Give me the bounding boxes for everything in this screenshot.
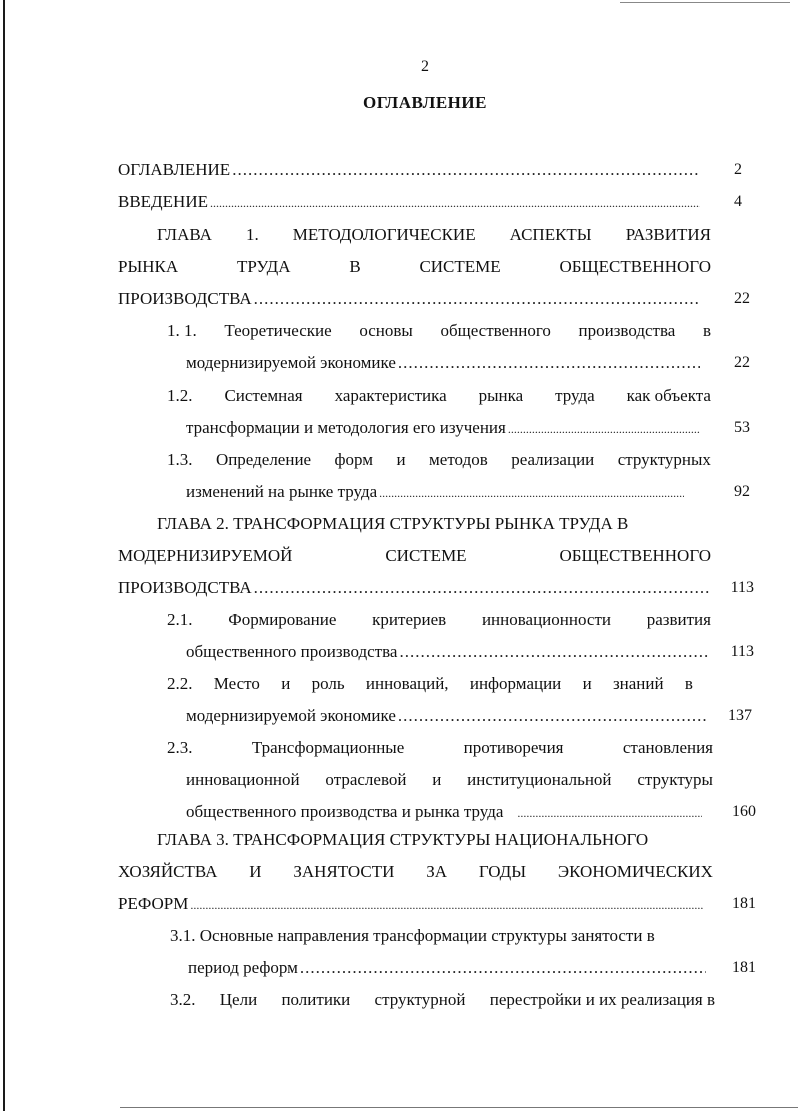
word: форм [334,450,374,469]
word: 2.2. [167,674,193,693]
toc-chapter3-line3 [118,894,706,915]
dot-leader [508,419,700,439]
word: Теоретические [224,321,332,340]
word: АСПЕКТЫ [509,225,592,244]
toc-section-2-1-line2 [186,642,712,662]
word: В [349,257,361,276]
toc-section-3-2[interactable] [170,990,715,1010]
toc-section-1-1[interactable] [167,321,711,341]
toc-section-2-2-line2 [186,706,708,726]
dot-leader [210,193,700,213]
word: ГЛАВА [157,225,212,244]
word: инновационной [186,770,300,789]
word: информации [469,674,562,693]
word: 1.2. [167,386,193,405]
toc-entry-label: модернизируемой экономике [186,706,396,725]
word: ЗА [426,862,448,881]
toc-chapter1-line2 [118,257,711,277]
word: ОБЩЕСТВЕННОГО [559,546,711,565]
page-number: 2 [421,58,429,75]
word: перестройки и их реализация в [489,990,715,1009]
toc-chapter3-line1[interactable]: ГЛАВА 3. ТРАНСФОРМАЦИЯ СТРУКТУРЫ НАЦИОНАЛЬНОГО [157,830,649,849]
dot-leader [254,578,710,598]
word: характеристика [334,386,447,405]
toc-chapter2-line3 [118,578,712,598]
word: структурных [617,450,711,469]
toc-entry-contents[interactable] [118,160,702,180]
dot-leader [398,706,706,726]
word: роль [311,674,345,693]
toc-chapter2-line1[interactable]: ГЛАВА 2. ТРАНСФОРМАЦИЯ СТРУКТУРЫ РЫНКА ТРУДА В [157,514,629,533]
toc-section-1-3[interactable] [167,450,711,470]
word: ЗАНЯТОСТИ [293,862,395,881]
word: структурной [374,990,466,1009]
toc-section-2-3[interactable] [167,738,713,758]
word: становления [622,738,713,757]
word: РЫНКА [118,257,179,276]
toc-section-2-2[interactable] [167,674,693,694]
word: как объекта [626,386,711,405]
word: Формирование [228,610,337,629]
toc-entry-label: ОГЛАВЛЕНИЕ [118,160,231,179]
toc-entry-label: трансформации и методология его изучения [186,418,506,437]
word: ОБЩЕСТВЕННОГО [559,257,711,276]
word: 1. 1. [167,321,197,340]
toc-page-number: 160 [732,803,756,820]
word: Определение [215,450,312,469]
toc-page-number: 92 [734,483,750,500]
word: 1.3. [167,450,193,469]
toc-entry-label: ПРОИЗВОДСТВА [118,578,252,597]
word: структуры [637,770,713,789]
word: Цели [219,990,258,1009]
toc-chapter2-line2 [118,546,711,566]
toc-page-number: 22 [734,290,750,307]
page-title: ОГЛАВЛЕНИЕ [363,93,487,112]
word: и [281,674,291,693]
word: 2.3. [167,738,193,757]
toc-entry-label: ПРОИЗВОДСТВА [118,289,252,308]
toc-page-number: 2 [734,161,742,178]
word: СИСТЕМЕ [385,546,467,565]
toc-section-3-1-line2 [188,958,708,978]
dot-leader [379,483,684,503]
word: методов [429,450,488,469]
toc-entry-label: общественного производства [186,642,398,661]
scan-bottom-edge [120,1107,798,1108]
toc-chapter1-line3 [118,289,702,309]
toc-entry-label: общественного производства и рынка труда [186,802,504,821]
word: Системная [224,386,303,405]
toc-section-1-2[interactable] [167,386,711,406]
toc-section-1-3-line2 [186,482,686,503]
toc-section-2-3-line3 [186,802,704,823]
word: труда [555,386,595,405]
toc-page-number: 53 [734,419,750,436]
scan-top-edge [620,2,790,3]
word: в [702,321,711,340]
word: в [684,674,693,693]
word: МЕТОДОЛОГИЧЕСКИЕ [292,225,476,244]
word: инновационности [481,610,611,629]
toc-section-2-3-line2 [186,770,713,790]
toc-section-3-1[interactable]: 3.1. Основные направления трансформации структуры занятости в [170,926,655,945]
word: критериев [372,610,447,629]
word: 1. [245,225,259,244]
word: общественного [440,321,551,340]
dot-leader [505,803,702,823]
scan-left-edge [3,0,5,1111]
toc-page-number: 181 [732,895,756,912]
dot-leader [190,895,704,915]
toc-section-1-1-line2 [186,353,702,373]
word: Место [213,674,260,693]
dot-leader [254,289,700,309]
word: производства [578,321,676,340]
word: МОДЕРНИЗИРУЕМОЙ [118,546,293,565]
dot-leader [232,160,700,180]
toc-chapter1-line1[interactable] [157,225,711,245]
toc-entry-introduction[interactable] [118,192,702,213]
word: 2.1. [167,610,193,629]
word: И [249,862,262,881]
word: ХОЗЯЙСТВА [118,862,218,881]
word: и [396,450,406,469]
toc-entry-label: изменений на рынке труда [186,482,378,501]
toc-entry-label: ВВЕДЕНИЕ [118,192,208,211]
word: ТРУДА [236,257,291,276]
word: отраслевой [325,770,407,789]
toc-page-number: 137 [728,707,752,724]
toc-page-number: 113 [730,579,754,596]
toc-entry-label: РЕФОРМ [118,894,189,913]
toc-page-number: 181 [732,959,756,976]
word: и [432,770,442,789]
word: рынка [478,386,524,405]
word: РАЗВИТИЯ [625,225,711,244]
word: 3.2. [170,990,196,1009]
word: институциональной [467,770,612,789]
dot-leader [398,353,700,373]
word: и [582,674,592,693]
word: развития [646,610,711,629]
word: ГОДЫ [478,862,527,881]
toc-section-1-2-line2 [186,418,702,439]
toc-chapter3-line2 [118,862,713,882]
toc-entry-label: период реформ [188,958,298,977]
toc-page-number: 4 [734,193,742,210]
toc-page-number: 22 [734,354,750,371]
toc-page-number: 113 [730,643,754,660]
toc-section-2-1[interactable] [167,610,711,630]
word: основы [359,321,413,340]
toc-entry-label: модернизируемой экономике [186,353,396,372]
dot-leader [300,958,706,978]
word: знаний [612,674,664,693]
word: реализации [511,450,595,469]
word: политики [281,990,351,1009]
word: противоречия [463,738,564,757]
word: инноваций, [365,674,449,693]
dot-leader [399,642,710,662]
word: Трансформационные [251,738,405,757]
word: ЭКОНОМИЧЕСКИХ [557,862,713,881]
word: СИСТЕМЕ [419,257,501,276]
